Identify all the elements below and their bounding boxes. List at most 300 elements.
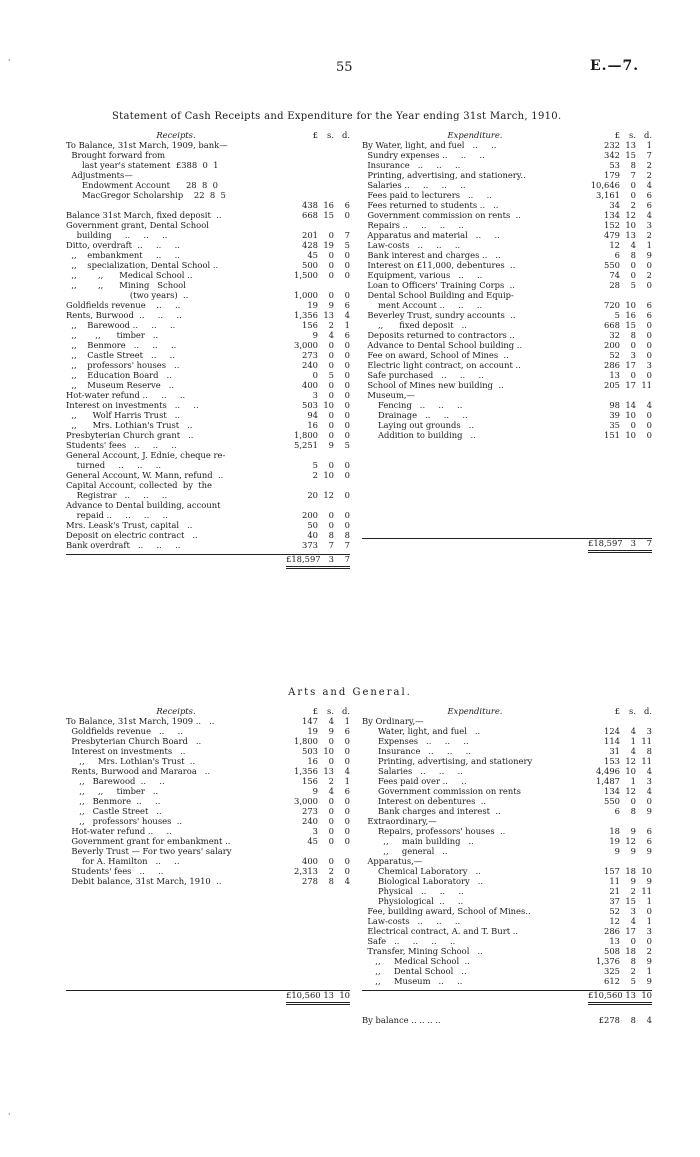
- ledger-row-label: Salaries .. .. ..: [362, 766, 463, 776]
- ledger-pence: 0: [344, 260, 350, 270]
- ledger-pence: 5: [344, 440, 350, 450]
- ledger-row: [362, 170, 652, 180]
- ledger-pounds: 39: [609, 410, 620, 420]
- ledger-shillings: 14: [625, 400, 636, 410]
- ledger-row-label: Printing, advertising, and stationery..: [362, 170, 526, 180]
- ledger-row-label: ,, professors' houses ..: [66, 816, 183, 826]
- ledger-pence: 0: [344, 210, 350, 220]
- ledger-row-label: MacGregor Scholarship 22 8 5: [66, 190, 226, 200]
- ledger-row: [66, 520, 350, 530]
- ledger-pence: 0: [344, 460, 350, 470]
- ledger-pounds: 19: [307, 300, 318, 310]
- ledger-row-label: Fees returned to students .. ..: [362, 200, 499, 210]
- ledger-pence: 2: [646, 230, 652, 240]
- balance-shillings: 8: [630, 1015, 636, 1025]
- ledger-pence: 0: [344, 350, 350, 360]
- ledger-shillings: 12: [323, 490, 334, 500]
- ledger-row: [362, 370, 652, 380]
- ledger-row-label: ,, Museum Reserve ..: [66, 380, 175, 390]
- ledger-row: [66, 510, 350, 520]
- ledger-pence: 0: [344, 340, 350, 350]
- ledger-pence: 0: [344, 490, 350, 500]
- ledger-pounds: 550: [604, 796, 620, 806]
- ledger-pence: 0: [344, 410, 350, 420]
- ledger-pence: 8: [646, 746, 652, 756]
- ledger-row-label: Transfer, Mining School ..: [362, 946, 483, 956]
- ledger-shillings: 0: [328, 260, 334, 270]
- ledger-shillings: 8: [328, 530, 334, 540]
- page-speck: ·: [8, 1110, 11, 1119]
- ledger-row: [362, 340, 652, 350]
- total-pounds: £18,597: [286, 554, 321, 564]
- ledger-row-label: Drainage .. .. ..: [362, 410, 468, 420]
- ledger-row: [362, 150, 652, 160]
- ledger-pence: 0: [646, 796, 652, 806]
- ledger-row-label: Physiological .. ..: [362, 896, 464, 906]
- ledger-row-label: Salaries .. .. .. ..: [362, 180, 466, 190]
- ledger-pence: 6: [646, 826, 652, 836]
- ledger-shillings: 10: [323, 470, 334, 480]
- ledger-row: [66, 140, 350, 150]
- ledger-shillings: 15: [323, 210, 334, 220]
- ledger-row-label: Bank interest and charges .. ..: [362, 250, 501, 260]
- ledger-row: [362, 390, 652, 400]
- ledger-pounds: 114: [604, 736, 620, 746]
- ledger-row-label: Registrar .. .. ..: [66, 490, 168, 500]
- ledger-shillings: 9: [328, 300, 334, 310]
- ledger-row: [362, 160, 652, 170]
- expenditure-rows: [362, 140, 652, 440]
- ledger-row-label: ,, Wolf Harris Trust ..: [66, 410, 181, 420]
- ledger-pounds: 400: [302, 380, 318, 390]
- ledger-row: [362, 876, 652, 886]
- ledger-row: [66, 816, 350, 826]
- ledger-row: [362, 360, 652, 370]
- ledger-pence: 4: [646, 180, 652, 190]
- ledger-shillings: 0: [328, 806, 334, 816]
- ledger-shillings: 0: [328, 816, 334, 826]
- ledger-shillings: 8: [630, 250, 636, 260]
- ledger-shillings: 0: [328, 420, 334, 430]
- ledger-row: [362, 896, 652, 906]
- ledger-row-label: Chemical Laboratory ..: [362, 866, 481, 876]
- ledger-row: [362, 936, 652, 946]
- shillings-header: s.: [629, 706, 636, 716]
- ledger-pounds: 6: [614, 250, 620, 260]
- ledger-pounds: 35: [609, 420, 620, 430]
- ledger-pounds: 12: [609, 240, 620, 250]
- ledger-row: [66, 500, 350, 510]
- ledger-row-label: School of Mines new building ..: [362, 380, 504, 390]
- ledger-row: [362, 430, 652, 440]
- ledger-row-label: Endowment Account 28 8 0: [66, 180, 218, 190]
- ledger-row: [362, 946, 652, 956]
- ledger-shillings: 5: [328, 370, 334, 380]
- ledger-pounds: 11: [609, 876, 620, 886]
- ledger-shillings: 5: [630, 976, 636, 986]
- expenditure-header-row: [362, 130, 652, 140]
- ledger-row-label: Expenses .. .. ..: [362, 736, 469, 746]
- total-shillings: 3: [328, 554, 334, 564]
- ledger-pence: 7: [344, 540, 350, 550]
- ledger-row-label: Extraordinary,—: [362, 816, 437, 826]
- ledger-row: [362, 766, 652, 776]
- ledger-row: [66, 250, 350, 260]
- ledger-pence: 6: [344, 786, 350, 796]
- ledger-row-label: Bank overdraft .. .. ..: [66, 540, 181, 550]
- total-pounds: £18,597: [588, 538, 623, 548]
- ledger-row: [362, 826, 652, 836]
- ledger-pence: 0: [344, 360, 350, 370]
- ledger-row: [66, 370, 350, 380]
- ledger-shillings: 12: [625, 210, 636, 220]
- pence-header: d.: [341, 706, 350, 716]
- ledger-row-label: Interest on investments ..: [66, 746, 186, 756]
- ledger-shillings: 2: [630, 966, 636, 976]
- shillings-header: s.: [327, 706, 334, 716]
- ledger-row-label: Beverley Trust, sundry accounts ..: [362, 310, 516, 320]
- ledger-pence: 1: [646, 140, 652, 150]
- ledger-shillings: 3: [630, 906, 636, 916]
- ledger-row-label: for A. Hamilton .. ..: [66, 856, 180, 866]
- ledger-pence: 0: [344, 736, 350, 746]
- ledger-pounds: 12: [609, 916, 620, 926]
- ledger-row-label: To Balance, 31st March, 1909 .. ..: [66, 716, 215, 726]
- ledger-shillings: 4: [630, 916, 636, 926]
- ledger-shillings: 9: [630, 826, 636, 836]
- by-balance-label: By balance .. .. .. ..: [362, 1015, 441, 1025]
- ledger-pence: 0: [344, 390, 350, 400]
- ledger-shillings: 15: [625, 150, 636, 160]
- ledger-pence: 6: [646, 200, 652, 210]
- ledger-pence: 0: [344, 866, 350, 876]
- ledger-pence: 0: [646, 280, 652, 290]
- ledger-row-label: ,, Museum .. ..: [362, 976, 463, 986]
- ledger-row: [362, 846, 652, 856]
- ledger-shillings: 17: [625, 926, 636, 936]
- ledger-row: [362, 320, 652, 330]
- ledger-row: [66, 220, 350, 230]
- ledger-row-label: ,, Medical School ..: [362, 956, 470, 966]
- ledger-shillings: 8: [630, 160, 636, 170]
- ledger-shillings: 13: [323, 310, 334, 320]
- ledger-row-label: ,, Mrs. Lothian's Trust ..: [66, 756, 196, 766]
- ledger-row-label: (two years) ..: [66, 290, 189, 300]
- ledger-row: [362, 856, 652, 866]
- ledger-shillings: 0: [328, 826, 334, 836]
- ledger-pence: 1: [344, 776, 350, 786]
- ledger-row: [66, 290, 350, 300]
- ledger-row: [362, 746, 652, 756]
- ledger-pounds: 2,313: [294, 866, 318, 876]
- ledger-shillings: 0: [328, 856, 334, 866]
- ledger-pounds: 37: [609, 896, 620, 906]
- ledger-row-label: Law-costs .. .. ..: [362, 916, 461, 926]
- ledger-pence: 2: [646, 170, 652, 180]
- ledger-row-label: Water, light, and fuel ..: [362, 726, 481, 736]
- ledger-pence: 6: [344, 300, 350, 310]
- ledger-row: [66, 400, 350, 410]
- ledger-row-label: Fees paid to lecturers .. ..: [362, 190, 492, 200]
- receipts-rows: [66, 716, 350, 886]
- ledger-shillings: 0: [630, 270, 636, 280]
- ledger-pounds: 240: [302, 360, 318, 370]
- ledger-row-label: Interest on investments .. ..: [66, 400, 199, 410]
- ledger-shillings: 0: [328, 736, 334, 746]
- ledger-row-label: Repairs .. .. .. ..: [362, 220, 464, 230]
- shillings-header: s.: [629, 130, 636, 140]
- ledger-row: [66, 766, 350, 776]
- ledger-pence: 4: [344, 876, 350, 886]
- ledger-row: [66, 480, 350, 490]
- ledger-shillings: 0: [328, 230, 334, 240]
- ledger-shillings: 0: [630, 190, 636, 200]
- ledger-pence: 0: [344, 816, 350, 826]
- ledger-row: [66, 190, 350, 200]
- ledger-shillings: 0: [630, 796, 636, 806]
- ledger-row: [66, 230, 350, 240]
- ledger-shillings: 0: [328, 410, 334, 420]
- ledger-pence: 0: [646, 430, 652, 440]
- ledger-row: [66, 746, 350, 756]
- ledger-pounds: 232: [604, 140, 620, 150]
- ledger-shillings: 4: [328, 330, 334, 340]
- ledger-shillings: 0: [328, 290, 334, 300]
- ledger-row: [66, 350, 350, 360]
- ledger-row: [362, 726, 652, 736]
- ledger-row-label: Students' fees .. .. ..: [66, 440, 177, 450]
- ledger-row-label: Apparatus and material .. ..: [362, 230, 500, 240]
- ledger-pounds: 3,000: [294, 340, 318, 350]
- ledger-row-label: ,, main building ..: [362, 836, 474, 846]
- ledger-row: [66, 240, 350, 250]
- ledger-shillings: 0: [630, 340, 636, 350]
- ledger-row: [66, 540, 350, 550]
- ledger-row: [66, 450, 350, 460]
- ledger-pounds: 1,356: [294, 766, 318, 776]
- ledger-pence: 0: [646, 320, 652, 330]
- ledger-row-label: Printing, advertising, and stationery: [362, 756, 533, 766]
- ledger-shillings: 0: [328, 380, 334, 390]
- ledger-pence: 11: [641, 736, 652, 746]
- ledger-shillings: 12: [625, 836, 636, 846]
- ledger-shillings: 18: [625, 946, 636, 956]
- ledger-pence: 0: [646, 350, 652, 360]
- ledger-row-label: Sundry expenses .. .. ..: [362, 150, 485, 160]
- ledger-shillings: 2: [328, 320, 334, 330]
- ledger-shillings: 13: [625, 230, 636, 240]
- ledger-pounds: 74: [609, 270, 620, 280]
- ledger-shillings: 3: [630, 350, 636, 360]
- ledger-row: [362, 350, 652, 360]
- ledger-row: [66, 320, 350, 330]
- ledger-pounds: 503: [302, 400, 318, 410]
- ledger-pounds: 34: [609, 200, 620, 210]
- ledger-pence: 11: [641, 380, 652, 390]
- ledger-pounds: 668: [604, 320, 620, 330]
- ledger-row-label: Equipment, various .. ..: [362, 270, 483, 280]
- ledger-pounds: 1,376: [596, 956, 620, 966]
- ledger-pounds: 179: [604, 170, 620, 180]
- ledger-row-label: building .. .. ..: [66, 230, 168, 240]
- ledger-row: [66, 866, 350, 876]
- ledger-shillings: 12: [625, 786, 636, 796]
- ledger-pounds: 5,251: [294, 440, 318, 450]
- ledger-pounds: 3: [312, 390, 318, 400]
- ledger-pence: 7: [344, 230, 350, 240]
- ledger-row-label: ,, specialization, Dental School ..: [66, 260, 219, 270]
- ledger-pounds: 45: [307, 250, 318, 260]
- expenditure-header: Expenditure.: [447, 706, 503, 716]
- expenditure-header: Expenditure.: [447, 130, 503, 140]
- ledger-row-label: Beverly Trust — For two years' salary: [66, 846, 232, 856]
- ledger-pence: 0: [646, 936, 652, 946]
- ledger-pounds: 6: [614, 806, 620, 816]
- ledger-pounds: 1,800: [294, 736, 318, 746]
- ledger-pence: 1: [646, 240, 652, 250]
- pounds-header: £: [312, 130, 318, 140]
- ledger-shillings: 8: [630, 806, 636, 816]
- ledger-pounds: 134: [604, 210, 620, 220]
- ledger-row-label: Government commission on rents: [362, 786, 521, 796]
- ledger-row-label: ,, embankment .. ..: [66, 250, 180, 260]
- ledger-pounds: 508: [604, 946, 620, 956]
- ledger-pounds: 286: [604, 360, 620, 370]
- ledger-row: [66, 786, 350, 796]
- ledger-row-label: Adjustments—: [66, 170, 133, 180]
- ledger-pence: 4: [646, 766, 652, 776]
- page-speck: ·: [8, 56, 11, 65]
- ledger-row: [66, 410, 350, 420]
- ledger-pounds: 16: [307, 420, 318, 430]
- total-shillings: 3: [630, 538, 636, 548]
- ledger-row: [66, 440, 350, 450]
- ledger-pence: 11: [641, 756, 652, 766]
- pence-header: d.: [341, 130, 350, 140]
- ledger-pounds: 240: [302, 816, 318, 826]
- receipts-header-row: [66, 130, 350, 140]
- ledger-row-label: ,, fixed deposit ..: [362, 320, 467, 330]
- ledger-row: [362, 190, 652, 200]
- receipts-header: Receipts.: [156, 130, 196, 140]
- total-pence: 7: [646, 538, 652, 548]
- ledger-row-label: ,, ,, timber ..: [66, 786, 159, 796]
- ledger-pence: 0: [344, 826, 350, 836]
- ledger-pounds: 52: [609, 906, 620, 916]
- ledger-row: [66, 826, 350, 836]
- ledger-pence: 9: [646, 876, 652, 886]
- ledger-row: [66, 270, 350, 280]
- ledger-row-label: Advance to Dental School building ..: [362, 340, 523, 350]
- ledger-shillings: 9: [630, 846, 636, 856]
- ledger-row: [66, 490, 350, 500]
- ledger-pence: 4: [646, 210, 652, 220]
- ledger-pence: 9: [646, 806, 652, 816]
- ledger-pence: 6: [646, 836, 652, 846]
- ledger-row-label: Fees paid over .. ..: [362, 776, 467, 786]
- ledger-row-label: ,, Castle Street .. ..: [66, 350, 175, 360]
- ledger-pounds: 134: [604, 786, 620, 796]
- ledger-row: [362, 230, 652, 240]
- ledger-shillings: 15: [625, 896, 636, 906]
- balance-pence: 4: [646, 1015, 652, 1025]
- ledger-row: [66, 380, 350, 390]
- ledger-pounds: 18: [609, 826, 620, 836]
- ledger-row: [362, 866, 652, 876]
- ledger-row: [66, 150, 350, 160]
- ledger-shillings: 13: [625, 140, 636, 150]
- ledger-row: [66, 806, 350, 816]
- ledger-row-label: Interest on £11,000, debentures ..: [362, 260, 516, 270]
- ledger-row-label: Hot-water refund .. ..: [66, 826, 172, 836]
- ledger-pounds: 4,496: [596, 766, 620, 776]
- ledger-row: [66, 756, 350, 766]
- ledger-pence: 0: [344, 856, 350, 866]
- ledger-row-label: Electric light contract, on account ..: [362, 360, 521, 370]
- ledger-row: [362, 956, 652, 966]
- ledger-row-label: General Account, W. Mann, refund ..: [66, 470, 224, 480]
- ledger-shillings: 8: [630, 956, 636, 966]
- ledger-row: [362, 420, 652, 430]
- ledger-row-label: ,, ,, Medical School ..: [66, 270, 193, 280]
- ledger-row-label: Advance to Dental building, account: [66, 500, 221, 510]
- total-pence: 10: [339, 990, 350, 1000]
- pence-header: d.: [643, 706, 652, 716]
- ledger-pounds: 3,161: [596, 190, 620, 200]
- ledger-pounds: 9: [312, 786, 318, 796]
- ledger-pence: 8: [344, 530, 350, 540]
- ledger-row-label: Deposits returned to contractors ..: [362, 330, 515, 340]
- expenditure-header-row: [362, 706, 652, 716]
- ledger-row: [362, 250, 652, 260]
- ledger-shillings: 4: [328, 786, 334, 796]
- ledger-row: [362, 976, 652, 986]
- ledger-shillings: 10: [625, 766, 636, 776]
- ledger-row-label: ,, professors' houses ..: [66, 360, 180, 370]
- ledger-pence: 1: [646, 966, 652, 976]
- ledger-row-label: Hot-water refund .. .. ..: [66, 390, 186, 400]
- expenditure-total-row: [362, 538, 652, 553]
- by-balance-row: [362, 1015, 652, 1025]
- ledger-shillings: 9: [328, 726, 334, 736]
- ledger-pounds: 31: [609, 746, 620, 756]
- ledger-row-label: Fee, building award, School of Mines..: [362, 906, 531, 916]
- ledger-row-label: Addition to building ..: [362, 430, 476, 440]
- ledger-shillings: 4: [328, 716, 334, 726]
- ledger-row: [362, 310, 652, 320]
- ledger-pounds: 9: [614, 846, 620, 856]
- ledger-pounds: 428: [302, 240, 318, 250]
- ledger-row-label: turned .. .. ..: [66, 460, 162, 470]
- ledger-shillings: 2: [630, 886, 636, 896]
- ledger-row: [66, 360, 350, 370]
- ledger-pounds: 40: [307, 530, 318, 540]
- ledger-shillings: 16: [625, 310, 636, 320]
- ledger-shillings: 17: [625, 360, 636, 370]
- ledger-pence: 0: [344, 756, 350, 766]
- ledger-pence: 3: [646, 926, 652, 936]
- ledger-pounds: 1,356: [294, 310, 318, 320]
- ledger-shillings: 7: [328, 540, 334, 550]
- ledger-pence: 11: [641, 886, 652, 896]
- total-pounds: £10,560: [286, 990, 321, 1000]
- ledger-shillings: 4: [630, 746, 636, 756]
- ledger-row-label: ,, Dental School ..: [362, 966, 467, 976]
- ledger-pounds: 342: [604, 150, 620, 160]
- ledger-shillings: 0: [328, 836, 334, 846]
- ledger-row-label: Rents, Burwood and Mararoa ..: [66, 766, 211, 776]
- ledger-row-label: ,, general ..: [362, 846, 448, 856]
